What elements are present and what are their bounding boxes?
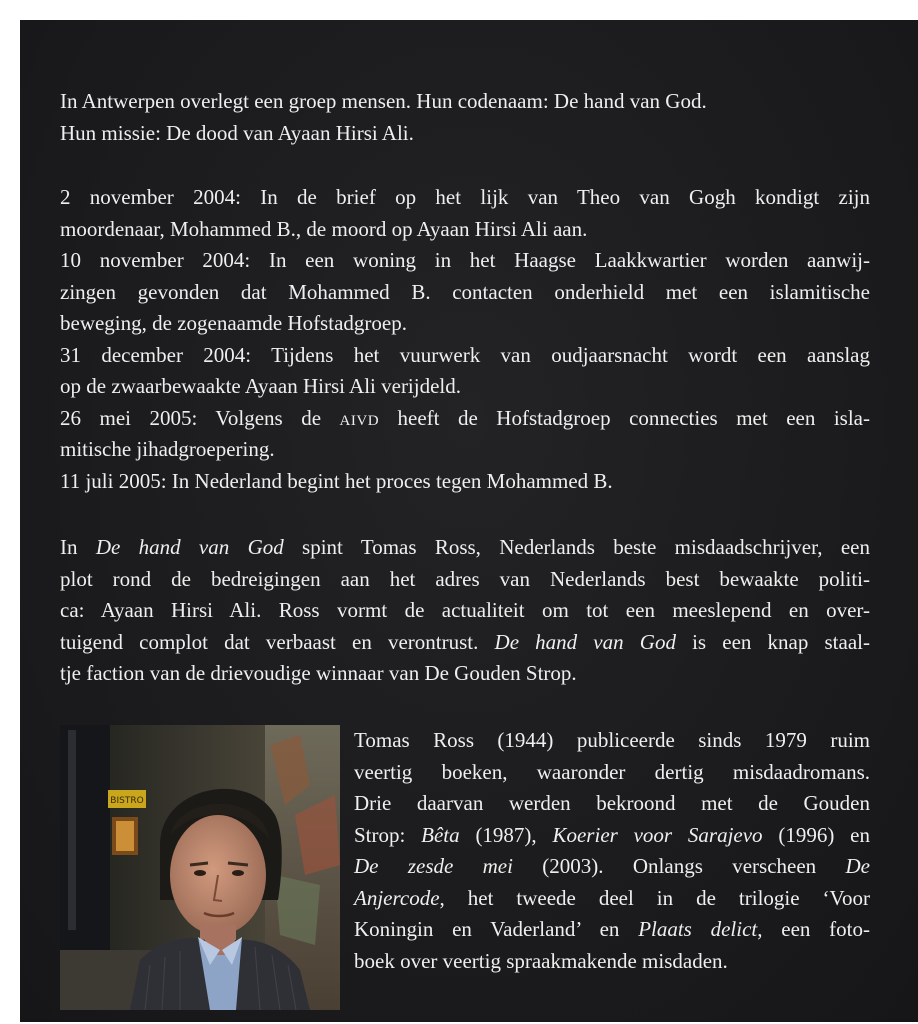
text-line: 11 juli 2005: In Nederland begint het proces tegen Mohammed B. <box>60 468 613 493</box>
text-line <box>60 627 870 659</box>
text-line <box>354 851 870 883</box>
book-title: Anjercode <box>354 885 440 910</box>
text-line <box>354 914 870 946</box>
text-line <box>60 532 870 564</box>
text-segment: (1987), <box>459 822 553 847</box>
text-line: Tomas Ross (1944) publiceerde sinds 1979 ruim <box>354 728 870 752</box>
text-line <box>60 403 870 435</box>
bistro-sign-text: BISTRO <box>110 796 144 806</box>
book-title: Plaats delict <box>638 917 758 941</box>
text-segment: (1996) en <box>762 822 870 847</box>
timeline-paragraph <box>60 182 870 497</box>
text-line: veertig boeken, waaronder dertig misdaadromans. <box>354 759 870 784</box>
text-line: op de zwaarbewaakte Ayaan Hirsi Ali verijdeld. <box>60 374 462 398</box>
text-line: Hun missie: De dood van Ayaan Hirsi Ali. <box>60 120 414 145</box>
author-bio-paragraph <box>354 725 870 977</box>
text-line: Drie daarvan werden bekroond met de Gouden <box>354 791 870 815</box>
text-segment: Strop: <box>354 822 422 847</box>
aivd-abbreviation: aivd <box>339 405 380 430</box>
book-title: De <box>845 854 870 878</box>
text-segment: is een knap staal- <box>675 629 870 654</box>
text-line: plot rond de bedreigingen aan het adres van Nederlands best bewaakte politi- <box>60 566 870 591</box>
text-line: ca: Ayaan Hirsi Ali. Ross vormt de actualiteit om tot een meeslepend en over- <box>60 598 870 622</box>
book-title: Bêta <box>421 822 460 847</box>
book-title: De hand van God <box>494 629 676 654</box>
text-segment: , het tweede deel in de trilogie ‘Voor <box>439 885 870 910</box>
back-cover <box>20 20 918 1022</box>
text-line: mitische jihadgroepering. <box>60 437 275 461</box>
text-segment: In <box>60 535 96 559</box>
book-title: De hand van God <box>95 535 284 559</box>
text-line: In Antwerpen overlegt een groep mensen. Hun codenaam: De hand van God. <box>60 89 707 113</box>
text-segment: heeft de Hofstadgroep connecties met een isla- <box>379 405 870 430</box>
text-line: 31 december 2004: Tijdens het vuurwerk van oudjaarsnacht wordt een aanslag <box>60 342 870 367</box>
text-line: 10 november 2004: In een woning in het Haagse Laakkwartier worden aanwij- <box>60 248 870 272</box>
text-segment: (2003). Onlangs verscheen <box>512 854 846 878</box>
text-segment: tuigend complot dat verbaast en verontrust. <box>60 629 495 654</box>
blurb-paragraph <box>60 532 870 690</box>
text-line <box>354 820 870 852</box>
text-line <box>354 883 870 915</box>
text-line: boek over veertig spraakmakende misdaden. <box>354 948 728 973</box>
text-line: moordenaar, Mohammed B., de moord op Ayaan Hirsi Ali aan. <box>60 216 588 241</box>
text-line: beweging, de zogenaamde Hofstadgroep. <box>60 311 407 335</box>
intro-paragraph <box>60 86 870 149</box>
text-line: tje faction van de drievoudige winnaar van De Gouden Strop. <box>60 661 577 685</box>
text-segment: spint Tomas Ross, Nederlands beste misdaadschrijver, een <box>283 535 870 559</box>
text-line: zingen gevonden dat Mohammed B. contacten onderhield met een islamitische <box>60 279 870 304</box>
text-segment: 26 mei 2005: Volgens de <box>60 405 340 430</box>
text-line: 2 november 2004: In de brief op het lijk van Theo van Gogh kondigt zijn <box>60 185 870 209</box>
book-title: Koerier voor Sarajevo <box>552 822 763 847</box>
author-photo <box>60 725 340 1010</box>
book-title: De zesde mei <box>354 854 513 878</box>
text-segment: , een foto- <box>757 917 870 941</box>
text-segment: Koningin en Vaderland’ en <box>354 917 639 941</box>
